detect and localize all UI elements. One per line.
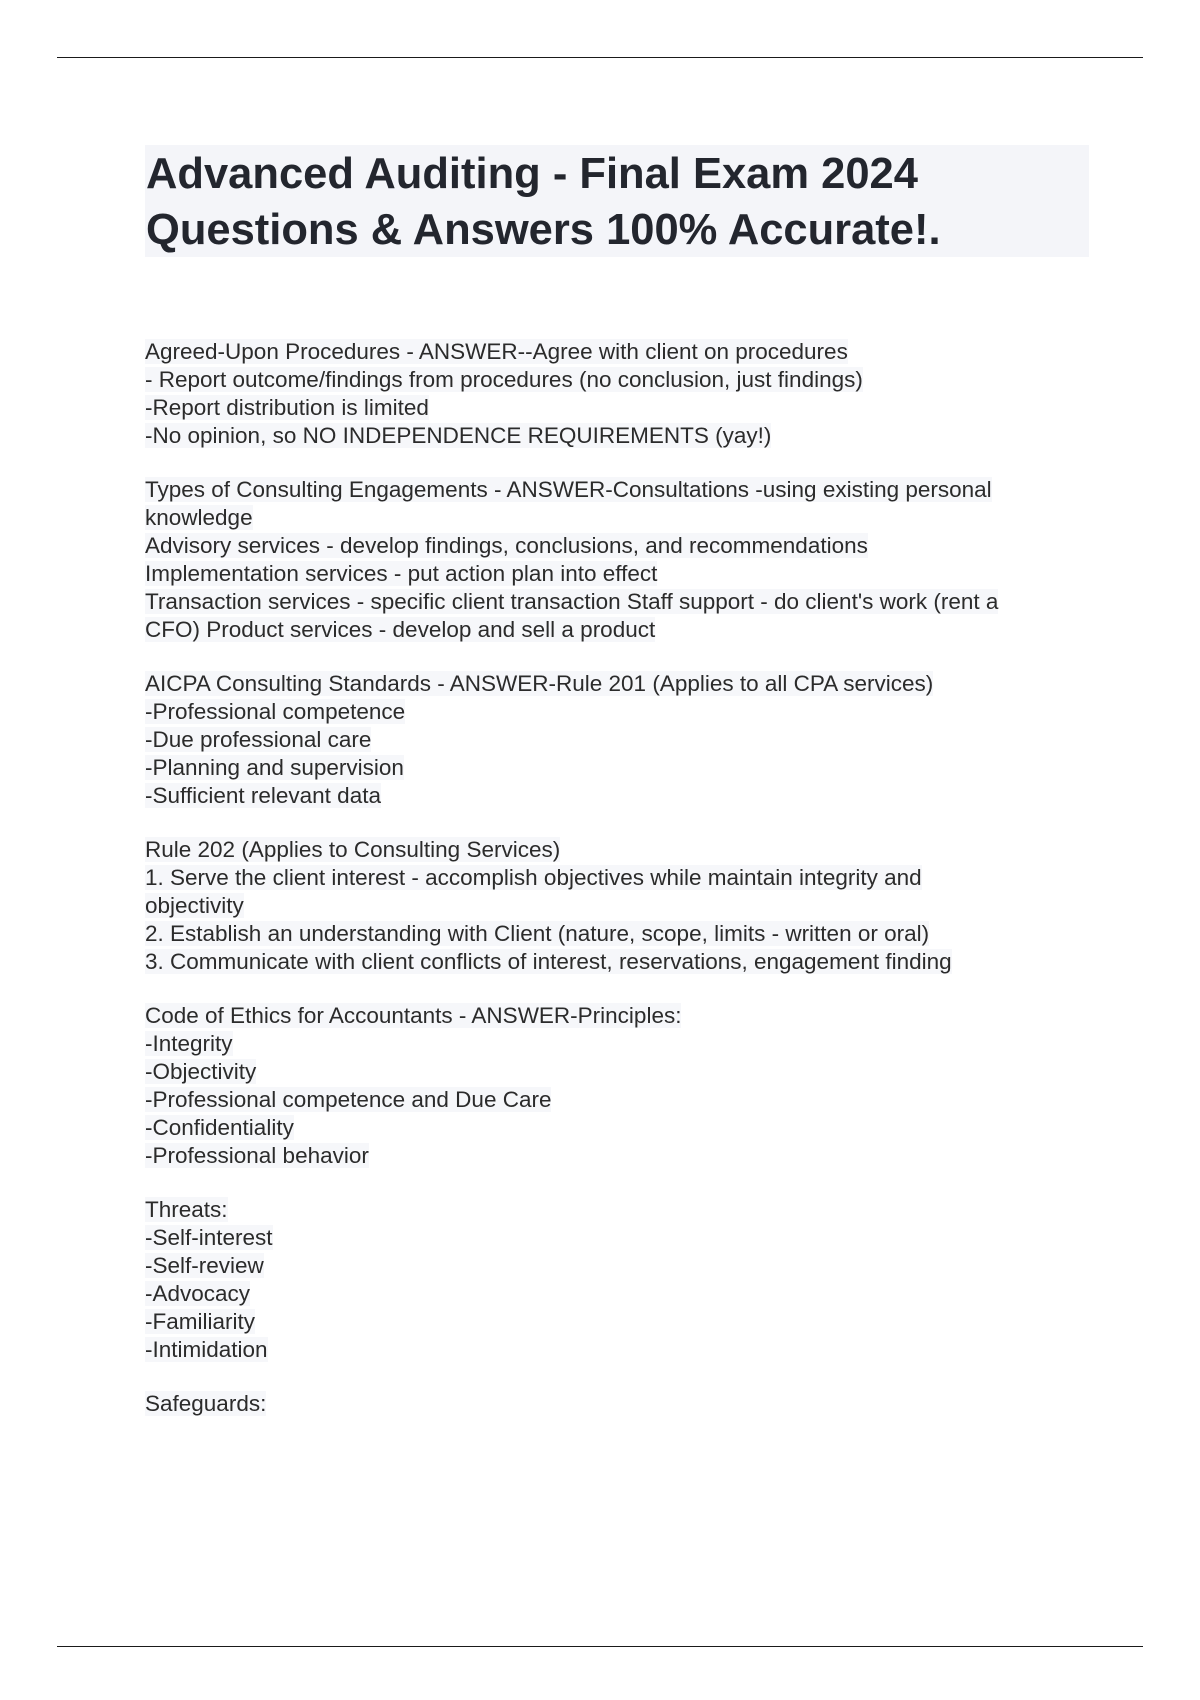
text-line: -Self-review — [145, 1253, 264, 1278]
text-line: Transaction services - specific client transaction Staff support - do client's work (rent a — [145, 589, 999, 614]
text-line: -Familiarity — [145, 1309, 255, 1334]
text-line: -Professional competence and Due Care — [145, 1087, 552, 1112]
title-line-1: Advanced Auditing - Final Exam 2024 — [146, 150, 918, 198]
text-line: -Due professional care — [145, 727, 372, 752]
text-line: Safeguards: — [145, 1391, 267, 1416]
qa-block-consulting-engagements — [145, 476, 1095, 644]
text-line: Rule 202 (Applies to Consulting Services) — [145, 837, 561, 862]
qa-block-code-of-ethics — [145, 1002, 1095, 1170]
text-line: -Confidentiality — [145, 1115, 294, 1140]
header-rule — [57, 57, 1143, 58]
text-line: - Report outcome/findings from procedures (no conclusion, just findings) — [145, 367, 863, 392]
document-body — [145, 338, 1095, 1444]
text-line: Code of Ethics for Accountants - ANSWER-Principles: — [145, 1003, 682, 1028]
text-line: -Report distribution is limited — [145, 395, 429, 420]
text-line: Types of Consulting Engagements - ANSWER-Consultations -using existing personal — [145, 477, 992, 502]
qa-block-agreed-upon-procedures — [145, 338, 1095, 450]
text-line: knowledge — [145, 505, 253, 530]
text-line: -No opinion, so NO INDEPENDENCE REQUIREMENTS (yay!) — [145, 423, 772, 448]
qa-block-safeguards — [145, 1390, 1095, 1418]
title-line-2: Questions & Answers 100% Accurate!. — [146, 206, 941, 254]
text-line: Advisory services - develop findings, conclusions, and recommendations — [145, 533, 868, 558]
document-title — [146, 146, 941, 258]
text-line: -Professional behavior — [145, 1143, 369, 1168]
text-line: -Planning and supervision — [145, 755, 404, 780]
text-line: CFO) Product services - develop and sell a product — [145, 617, 656, 642]
text-line: Implementation services - put action plan into effect — [145, 561, 658, 586]
text-line: 1. Serve the client interest - accomplish objectives while maintain integrity and — [145, 865, 922, 890]
text-line: objectivity — [145, 893, 244, 918]
text-line: 2. Establish an understanding with Client (nature, scope, limits - written or oral) — [145, 921, 930, 946]
text-line: -Professional competence — [145, 699, 406, 724]
qa-block-aicpa-standards — [145, 670, 1095, 810]
text-line: -Objectivity — [145, 1059, 257, 1084]
text-line: -Integrity — [145, 1031, 233, 1056]
text-line: 3. Communicate with client conflicts of interest, reservations, engagement finding — [145, 949, 952, 974]
footer-rule — [57, 1646, 1143, 1647]
text-line: -Advocacy — [145, 1281, 251, 1306]
qa-block-rule-202 — [145, 836, 1095, 976]
text-line: Agreed-Upon Procedures - ANSWER--Agree with client on procedures — [145, 339, 848, 364]
text-line: -Intimidation — [145, 1337, 268, 1362]
text-line: AICPA Consulting Standards - ANSWER-Rule 201 (Applies to all CPA services) — [145, 671, 934, 696]
qa-block-threats — [145, 1196, 1095, 1364]
text-line: -Self-interest — [145, 1225, 273, 1250]
text-line: Threats: — [145, 1197, 228, 1222]
text-line: -Sufficient relevant data — [145, 783, 381, 808]
